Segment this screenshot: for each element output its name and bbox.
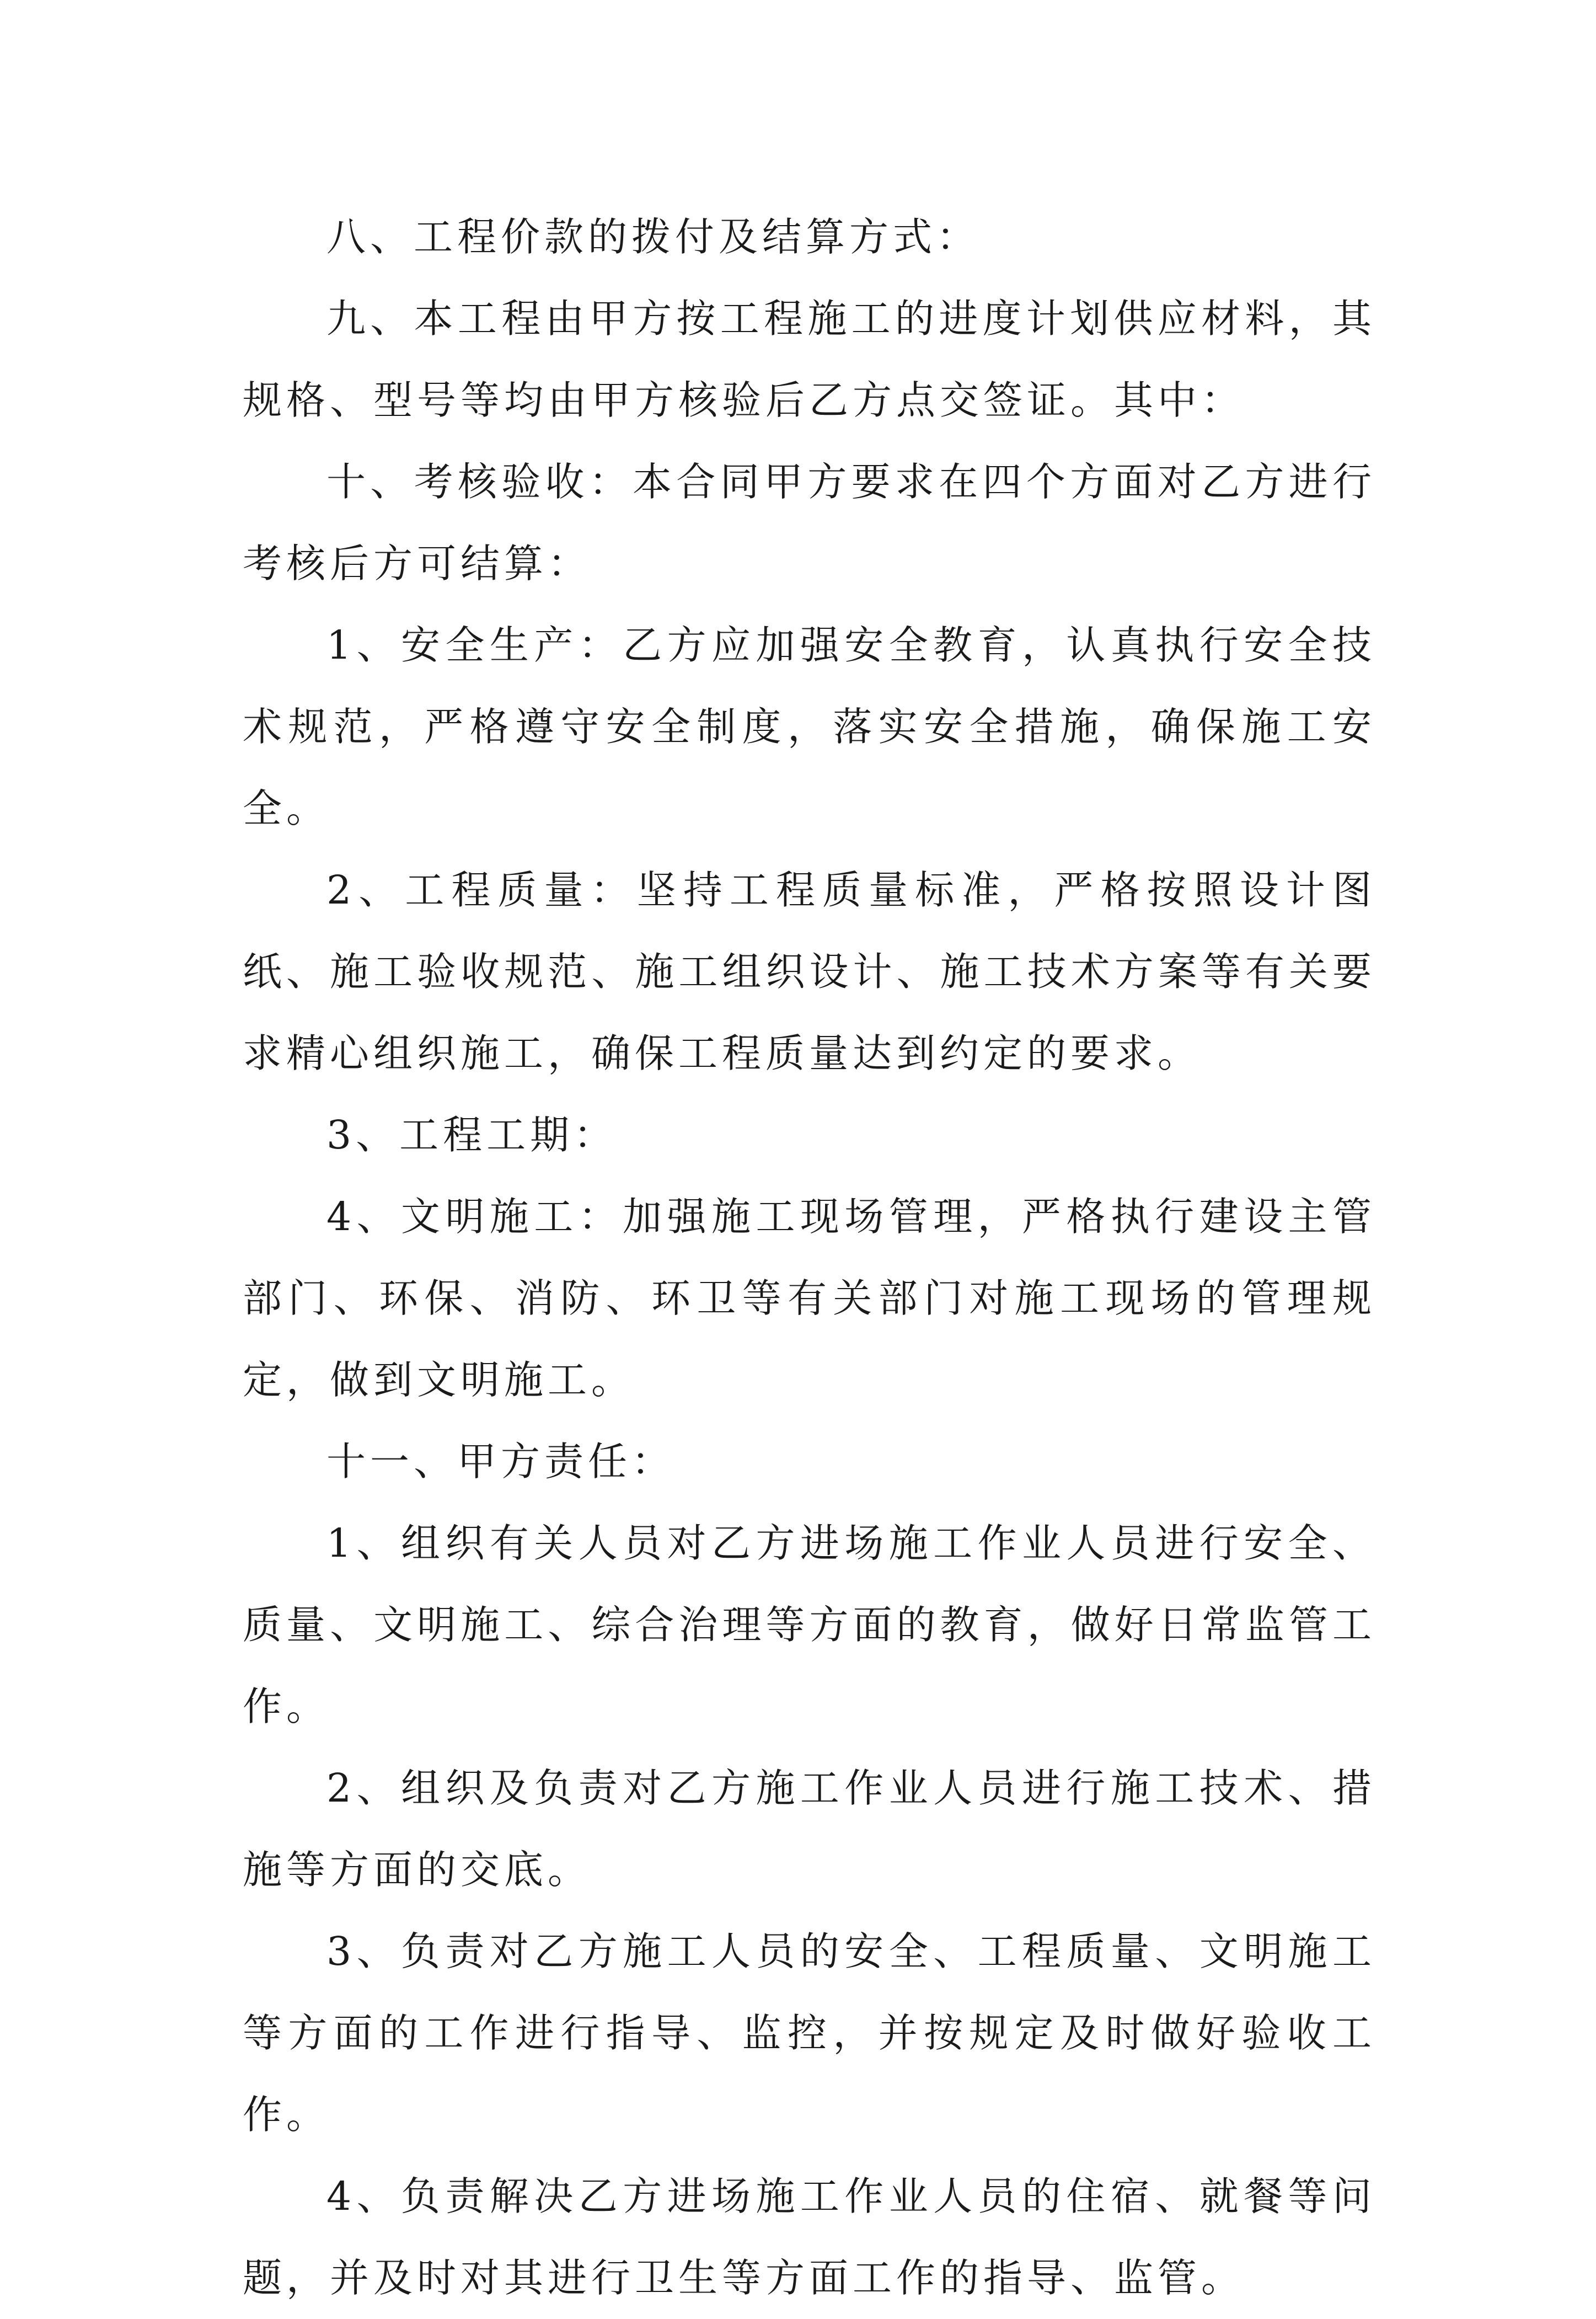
contract-body-text <box>243 196 1376 2319</box>
paragraph-construction-period: 3、工程工期： <box>326 1112 618 1158</box>
paragraph-safety-production: 1、安全生产：乙方应加强安全教育，认真执行安全技术规范，严格遵守安全制度，落实安全措施，确保施工安全。 <box>243 622 1376 831</box>
paragraph-material-supply: 九、本工程由甲方按工程施工的进度计划供应材料，其规格、型号等均由甲方核验后乙方点交签证。其中： <box>243 296 1376 423</box>
paragraph-party-a-heading: 十一、甲方责任： <box>326 1439 676 1484</box>
paragraph-acceptance-heading: 十、考核验收：本合同甲方要求在四个方面对乙方进行考核后方可结算： <box>243 459 1376 586</box>
paragraph-party-a-item-4: 4、负责解决乙方进场施工作业人员的住宿、就餐等问题，并及时对其进行卫生等方面工作的指导、监管。 <box>243 2173 1376 2301</box>
paragraph-party-a-item-3: 3、负责对乙方施工人员的安全、工程质量、文明施工等方面的工作进行指导、监控，并按规定及时做好验收工作。 <box>243 1928 1376 2138</box>
paragraph-engineering-quality: 2、工程质量：坚持工程质量标准，严格按照设计图纸、施工验收规范、施工组织设计、施工技术方案等有关要求精心组织施工，确保工程质量达到约定的要求。 <box>243 867 1376 1076</box>
paragraph-payment-terms: 八、工程价款的拨付及结算方式： <box>326 214 981 260</box>
paragraph-party-a-item-1: 1、组织有关人员对乙方进场施工作业人员进行安全、质量、文明施工、综合治理等方面的教育，做好日常监管工作。 <box>243 1520 1376 1729</box>
paragraph-civilized-construction: 4、文明施工：加强施工现场管理，严格执行建设主管部门、环保、消防、环卫等有关部门对施工现场的管理规定，做到文明施工。 <box>243 1194 1376 1403</box>
paragraph-party-a-item-2: 2、组织及负责对乙方施工作业人员进行施工技术、措施等方面的交底。 <box>243 1765 1376 1893</box>
